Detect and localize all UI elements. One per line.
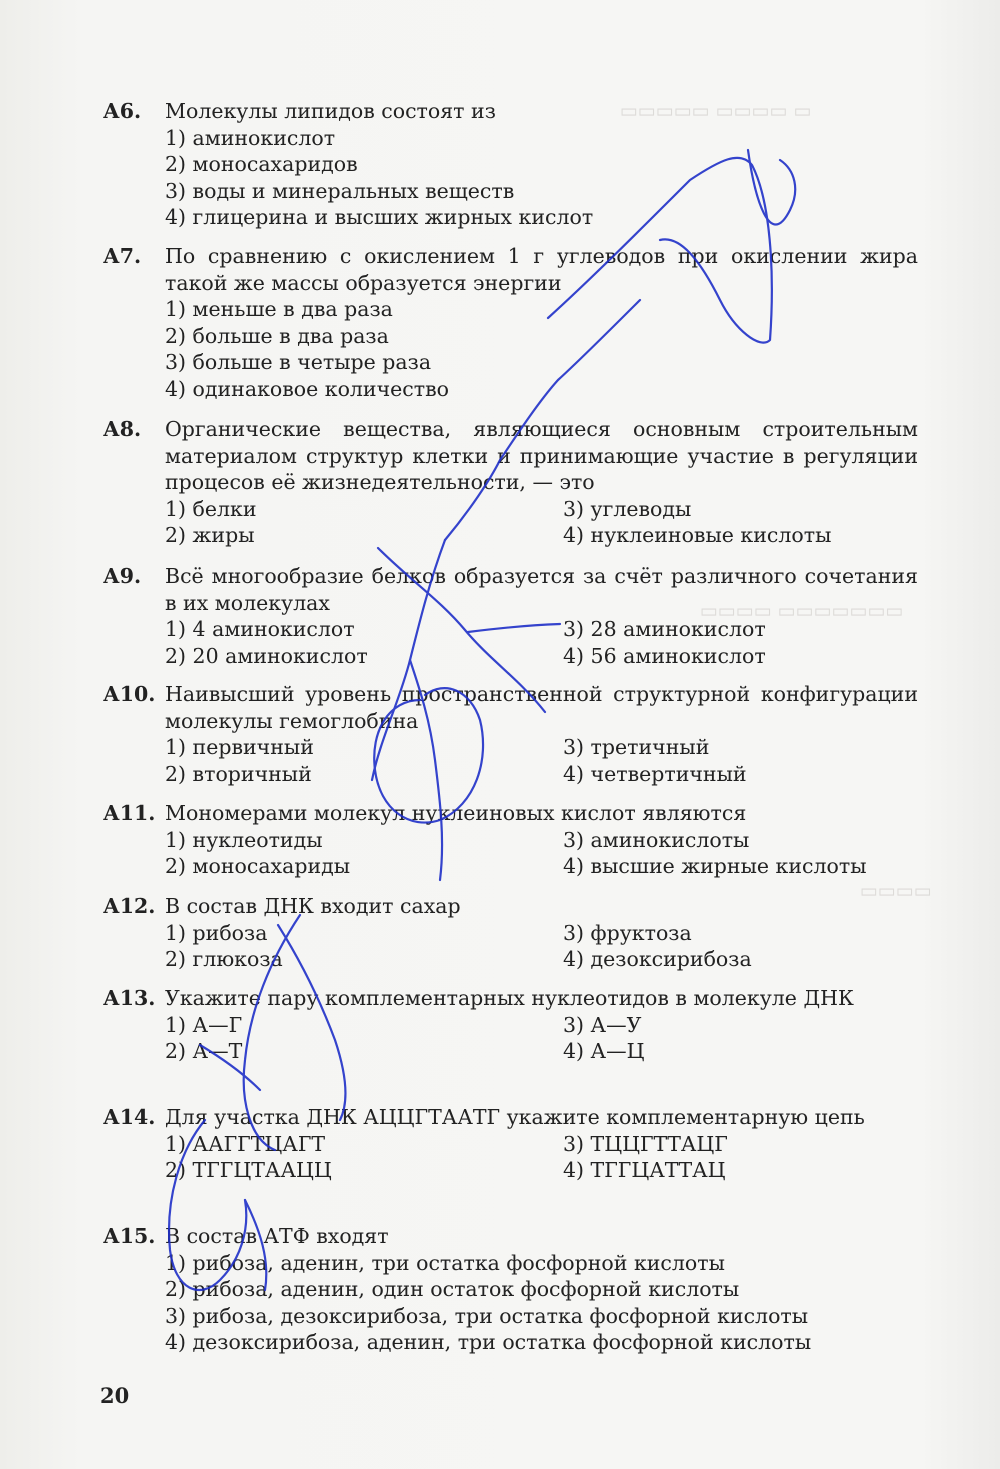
answer-option[interactable]: 4) А—Ц: [563, 1039, 645, 1063]
question-number: А15.: [103, 1224, 156, 1248]
answer-option[interactable]: 4) глицерина и высших жирных кислот: [165, 205, 594, 229]
question-text: В состав АТФ входят: [165, 1224, 389, 1248]
question-number: А13.: [103, 986, 156, 1010]
answer-option[interactable]: 3) аминокислоты: [563, 827, 750, 852]
question-a6: [103, 98, 918, 231]
answer-option[interactable]: 4) ТГГЦАТТАЦ: [563, 1158, 726, 1182]
answer-option[interactable]: 1) белки: [165, 496, 257, 521]
question-text: Наивысший уровень пространственной структурной конфигурации молекулы гемоглобина: [165, 682, 918, 733]
page-number: 20: [100, 1383, 130, 1408]
show-through-text: ▭▭▭▭▭▭▭ ▭▭▭▭: [700, 600, 904, 622]
answer-option[interactable]: 2) А—Т: [165, 1039, 243, 1063]
answer-option[interactable]: 2) 20 аминокислот: [165, 643, 368, 668]
question-number: А8.: [103, 417, 142, 441]
answer-option[interactable]: 2) вторичный: [165, 761, 312, 786]
question-a11: [103, 800, 918, 880]
question-text: Укажите пару комплементарных нуклеотидов в молекуле ДНК: [165, 986, 854, 1010]
question-a9: [103, 563, 918, 669]
answer-option[interactable]: 3) больше в четыре раза: [165, 350, 432, 374]
question-number: А14.: [103, 1105, 156, 1129]
answer-option[interactable]: 1) аминокислот: [165, 125, 336, 150]
answer-option[interactable]: 2) моносахариды: [165, 854, 351, 878]
answer-option[interactable]: 2) больше в два раза: [165, 323, 389, 348]
answer-options: [165, 1131, 918, 1184]
answer-option[interactable]: 3) рибоза, дезоксирибоза, три остатка фосфорной кислоты: [165, 1303, 809, 1328]
question-a12: [103, 893, 918, 973]
answer-option[interactable]: 4) высшие жирные кислоты: [563, 854, 867, 878]
answer-option[interactable]: 3) третичный: [563, 735, 710, 759]
answer-option[interactable]: 1) меньше в два раза: [165, 297, 393, 321]
answer-option[interactable]: 2) ТГГЦТААЦЦ: [165, 1158, 332, 1182]
answer-option[interactable]: 3) А—У: [563, 1012, 642, 1037]
answer-option[interactable]: 4) дезоксирибоза: [563, 947, 752, 971]
answer-option[interactable]: 1) первичный: [165, 735, 314, 759]
answer-option[interactable]: 3) ТЦЦГТТАЦГ: [563, 1131, 728, 1156]
answer-option[interactable]: 1) нуклеотиды: [165, 827, 323, 852]
question-text: Для участка ДНК АЦЦГТААТГ укажите комплементарную цепь: [165, 1105, 865, 1129]
answer-option[interactable]: 2) жиры: [165, 523, 255, 547]
question-number: А7.: [103, 244, 142, 268]
answer-options: [165, 827, 918, 880]
answer-options: [165, 616, 918, 669]
question-text: Мономерами молекул нуклеиновых кислот являются: [165, 801, 747, 825]
question-a15: [103, 1223, 918, 1356]
question-a8: [103, 416, 918, 549]
answer-option[interactable]: 3) 28 аминокислот: [563, 617, 766, 641]
question-text: В состав ДНК входит сахар: [165, 894, 461, 918]
show-through-text: ▭ ▭▭▭▭ ▭▭▭▭▭: [620, 100, 812, 122]
answer-option[interactable]: 3) воды и минеральных веществ: [165, 178, 515, 203]
question-text: По сравнению с окислением 1 г углеводов при окислении жира такой же массы образуется энергии: [165, 244, 918, 295]
question-text: Органические вещества, являющиеся основным строительным материалом структур клетки и принимающие участие в регуляции процесов её жизнедеятельности, — это: [165, 417, 918, 494]
answer-option[interactable]: 3) углеводы: [563, 496, 692, 521]
answer-option[interactable]: 1) рибоза: [165, 920, 268, 945]
answer-option[interactable]: 4) дезоксирибоза, аденин, три остатка фосфорной кислоты: [165, 1330, 812, 1354]
question-number: А6.: [103, 99, 142, 123]
show-through-text: ▭▭▭▭: [860, 880, 932, 902]
answer-options: [165, 920, 918, 973]
question-text: Молекулы липидов состоят из: [165, 99, 496, 123]
answer-option[interactable]: 2) моносахаридов: [165, 152, 358, 176]
question-number: А10.: [103, 682, 156, 706]
question-a10: [103, 681, 918, 787]
answer-option[interactable]: 2) глюкоза: [165, 947, 283, 971]
question-number: А11.: [103, 801, 156, 825]
question-text: Всё многообразие белков образуется за счёт различного сочетания в их молекулах: [165, 564, 918, 615]
question-number: А12.: [103, 894, 156, 918]
answer-options: [165, 1012, 918, 1065]
answer-option[interactable]: 4) четвертичный: [563, 761, 747, 786]
answer-option[interactable]: 1) 4 аминокислот: [165, 617, 355, 641]
answer-option[interactable]: 2) рибоза, аденин, один остаток фосфорной кислоты: [165, 1277, 740, 1301]
answer-option[interactable]: 1) ААГГТЦАГТ: [165, 1131, 326, 1156]
answer-option[interactable]: 4) одинаковое количество: [165, 376, 449, 401]
answer-option[interactable]: 4) 56 аминокислот: [563, 643, 766, 668]
answer-options: [165, 734, 918, 787]
answer-option[interactable]: 4) нуклеиновые кислоты: [563, 523, 832, 547]
answer-option[interactable]: 3) фруктоза: [563, 920, 692, 945]
question-a14: [103, 1104, 918, 1184]
question-a13: [103, 985, 918, 1065]
answer-option[interactable]: 1) рибоза, аденин, три остатка фосфорной кислоты: [165, 1250, 725, 1275]
answer-options: [165, 496, 918, 549]
question-number: А9.: [103, 564, 142, 588]
answer-option[interactable]: 1) А—Г: [165, 1012, 243, 1037]
question-a7: [103, 243, 918, 402]
